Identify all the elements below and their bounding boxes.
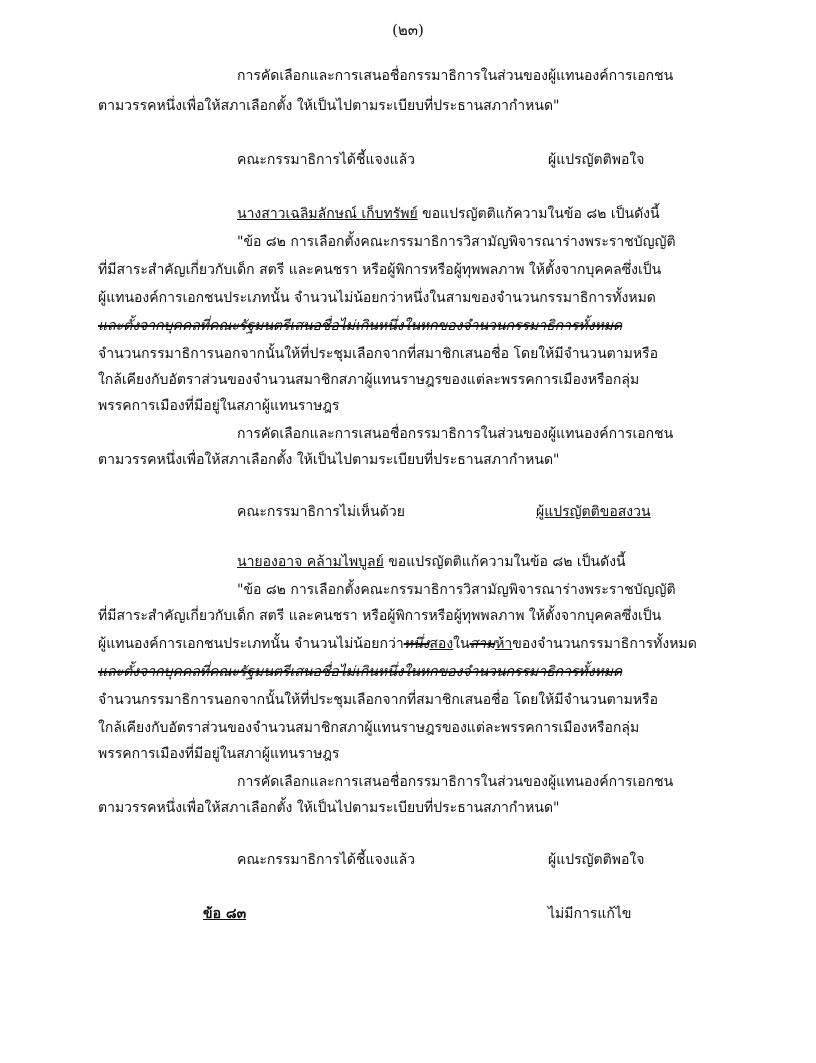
amendment-request: ขอแปรญัตติแก้ความในข้อ ๘๒ เป็นดังนี้	[422, 206, 660, 222]
section-label: ข้อ ๘๓	[203, 906, 247, 922]
amendment-line: จำนวนกรรมาธิการนอกจากนั้นให้ที่ประชุมเลือกจากที่สมาชิกเสนอชื่อ โดยให้มีจำนวนตามหรือ	[98, 692, 658, 708]
paragraph-line: การคัดเลือกและการเสนอชื่อกรรมาธิการในส่วนของผู้แทนองค์การเอกชน	[237, 68, 674, 84]
amendment-line-edited	[98, 634, 718, 654]
amendment-line: ที่มีสาระสำคัญเกี่ยวกับเด็ก สตรี และคนชรา หรือผู้พิการหรือผู้ทุพพลภาพ ให้ตั้งจากบุคคลซึ่งเป็น	[98, 608, 662, 624]
text-segment: ผู้แทนองค์การเอกชนประเภทนั้น จำนวนไม่น้อยกว่า	[98, 636, 404, 652]
amendment-line: ผู้แทนองค์การเอกชนประเภทนั้น จำนวนไม่น้อยกว่าหนึ่งในสามของจำนวนกรรมาธิการทั้งหมด	[98, 290, 656, 306]
paragraph-line: การคัดเลือกและการเสนอชื่อกรรมาธิการในส่วนของผู้แทนองค์การเอกชน	[237, 774, 674, 790]
amendment-line: ใกล้เคียงกับอัตราส่วนของจำนวนสมาชิกสภาผู้แทนราษฎรของแต่ละพรรคการเมืองหรือกลุ่ม	[98, 372, 640, 388]
struck-word: หนึ่ง	[403, 636, 430, 652]
amendment-header	[237, 204, 660, 224]
inserted-word: สอง	[429, 636, 454, 652]
struck-line: และตั้งจากบุคคลที่คณะรัฐมนตรีเสนอชื่อไม่เกินหนึ่งในหกของจำนวนกรรมาธิการทั้งหมด	[98, 318, 623, 334]
paragraph-line: ตามวรรคหนึ่งเพื่อให้สภาเลือกตั้ง ให้เป็นไปตามระเบียบที่ประธานสภากำหนด"	[98, 800, 560, 816]
amendment-line: พรรคการเมืองที่มีอยู่ในสภาผู้แทนราษฎร	[98, 746, 340, 762]
struck-line: และตั้งจากบุคคลที่คณะรัฐมนตรีเสนอชื่อไม่เกินหนึ่งในหกของจำนวนกรรมาธิการทั้งหมด	[98, 664, 623, 680]
amendment-line: จำนวนกรรมาธิการนอกจากนั้นให้ที่ประชุมเลือกจากที่สมาชิกเสนอชื่อ โดยให้มีจำนวนตามหรือ	[98, 346, 658, 362]
committee-response: คณะกรรมาธิการไม่เห็นด้วย	[237, 504, 405, 520]
page-number: (๒๓)	[392, 21, 424, 39]
amendment-request: ขอแปรญัตติแก้ความในข้อ ๘๒ เป็นดังนี้	[388, 554, 626, 570]
committee-response: คณะกรรมาธิการได้ชี้แจงแล้ว	[237, 152, 416, 168]
committee-response: คณะกรรมาธิการได้ชี้แจงแล้ว	[237, 852, 416, 868]
text-segment: ของจำนวนกรรมาธิการทั้งหมด	[512, 636, 697, 652]
mover-name: นางสาวเฉลิมลักษณ์ เก็บทรัพย์	[237, 206, 418, 222]
mover-response: ผู้แปรญัตติพอใจ	[548, 152, 645, 168]
mover-response: ผู้แปรญัตติพอใจ	[548, 852, 645, 868]
paragraph-line: ตามวรรคหนึ่งเพื่อให้สภาเลือกตั้ง ให้เป็นไปตามระเบียบที่ประธานสภากำหนด"	[98, 98, 560, 114]
mover-name: นายองอาจ คล้ามไพบูลย์	[237, 554, 384, 570]
amendment-line: ที่มีสาระสำคัญเกี่ยวกับเด็ก สตรี และคนชรา หรือผู้พิการหรือผู้ทุพพลภาพ ให้ตั้งจากบุคคลซึ่งเป็น	[98, 262, 662, 278]
inserted-word: ห้า	[495, 636, 513, 652]
amendment-line: ใกล้เคียงกับอัตราส่วนของจำนวนสมาชิกสภาผู้แทนราษฎรของแต่ละพรรคการเมืองหรือกลุ่ม	[98, 720, 640, 736]
section-status: ไม่มีการแก้ไข	[548, 906, 632, 922]
amendment-line: "ข้อ ๘๒ การเลือกตั้งคณะกรรมาธิการวิสามัญพิจารณาร่างพระราชบัญญัติ	[237, 582, 676, 598]
amendment-header	[237, 552, 626, 572]
mover-response: ผู้แปรญัตติขอสงวน	[536, 504, 651, 520]
paragraph-line: การคัดเลือกและการเสนอชื่อกรรมาธิการในส่วนของผู้แทนองค์การเอกชน	[237, 426, 674, 442]
amendment-line: พรรคการเมืองที่มีอยู่ในสภาผู้แทนราษฎร	[98, 398, 340, 414]
struck-word: สาม	[469, 636, 496, 652]
amendment-line: "ข้อ ๘๒ การเลือกตั้งคณะกรรมาธิการวิสามัญพิจารณาร่างพระราชบัญญัติ	[237, 234, 676, 250]
text-segment: ใน	[453, 636, 470, 652]
paragraph-line: ตามวรรคหนึ่งเพื่อให้สภาเลือกตั้ง ให้เป็นไปตามระเบียบที่ประธานสภากำหนด"	[98, 452, 560, 468]
